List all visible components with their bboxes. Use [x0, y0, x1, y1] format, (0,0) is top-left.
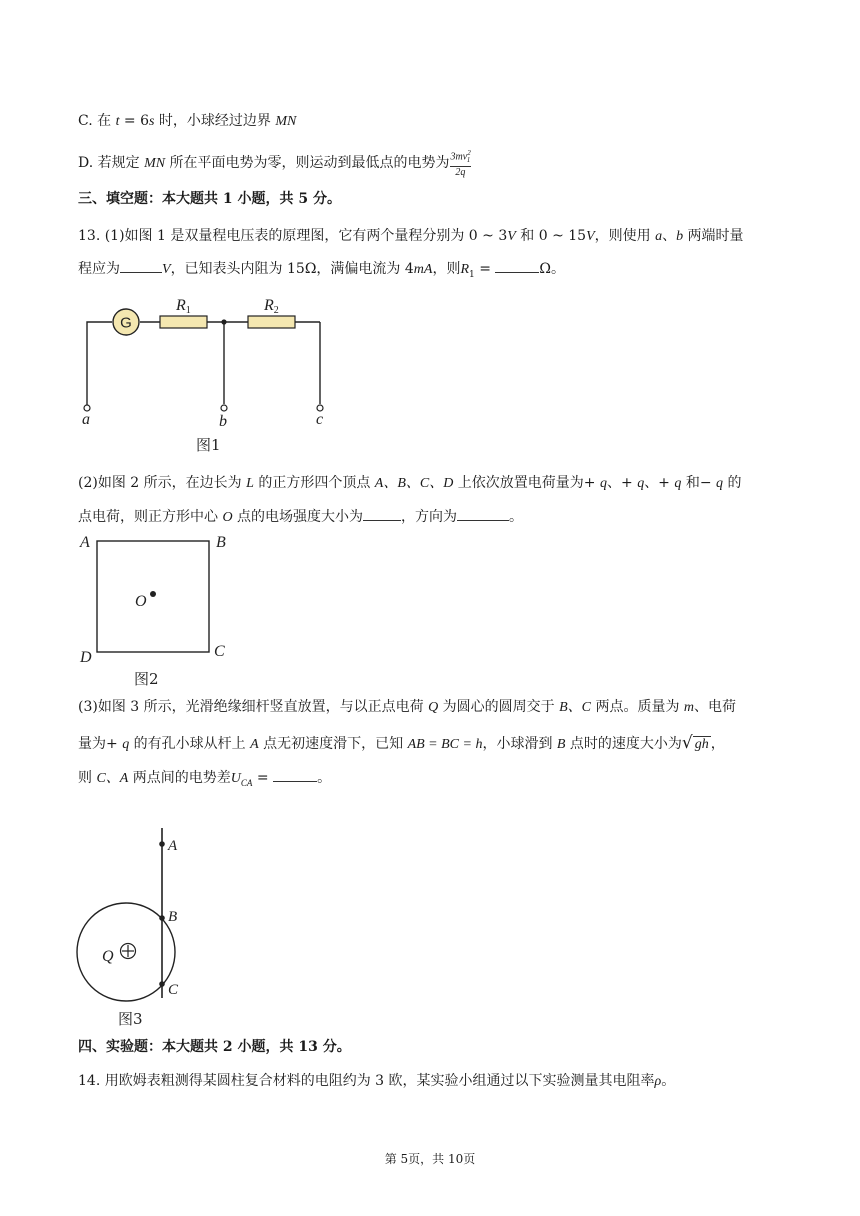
math: q	[637, 476, 645, 491]
label-o: O	[135, 593, 147, 610]
math: Q	[428, 700, 439, 715]
math: a	[655, 229, 663, 244]
math: O	[222, 510, 233, 525]
junction-dot	[221, 319, 226, 324]
text: D. 若规定	[78, 155, 145, 172]
math: A、B、C、D	[374, 476, 454, 491]
figure-1-caption: 图1	[196, 436, 221, 454]
sqrt-sign: √	[681, 733, 693, 753]
figure-2-caption: 图2	[134, 670, 159, 688]
math: L	[246, 476, 254, 491]
math: U	[230, 771, 241, 786]
math: MN	[275, 114, 297, 129]
text: 。	[661, 1073, 676, 1089]
text: ，	[710, 736, 725, 752]
q13-part1-line2	[78, 258, 565, 285]
text: (2)如图 2 所示，在边长为	[78, 475, 247, 491]
terminal-b	[221, 405, 227, 411]
figure-3-rod-circle	[76, 826, 216, 1032]
frac-sub: 1	[466, 156, 471, 165]
label-c: C	[214, 643, 225, 660]
text: 和−	[681, 475, 717, 491]
center-dot	[150, 591, 156, 597]
math: b	[676, 229, 684, 244]
text: 、+	[644, 475, 675, 491]
text: 点时的速度大小为	[565, 736, 682, 752]
text: 的	[723, 475, 742, 491]
q13-part2-line2	[78, 506, 523, 528]
label-d: D	[80, 649, 92, 666]
text: 和 0 ~ 15	[515, 228, 587, 244]
math: s	[149, 114, 155, 129]
text: 则	[78, 770, 97, 786]
math: q	[600, 476, 607, 491]
text: 点的电场强度大小为	[232, 509, 364, 525]
text: 为圆心的圆周交于	[438, 699, 560, 715]
text: 点无初速度滑下，已知	[258, 736, 408, 752]
point-c	[159, 981, 165, 987]
section-3-heading: 三、填空题：本大题共 1 小题，共 5 分。	[78, 191, 341, 207]
fraction	[450, 148, 472, 178]
frac-sup: 2	[467, 149, 471, 157]
math: AB = BC = h	[407, 737, 483, 752]
math: C、A	[96, 771, 129, 786]
label-a: A	[80, 534, 90, 551]
label-b: B	[216, 534, 226, 551]
text: ，小球滑到	[482, 736, 557, 752]
q13-part1-line1	[78, 226, 744, 247]
math: m	[683, 700, 695, 715]
text: 。	[317, 770, 332, 786]
text: 、电荷	[694, 699, 737, 715]
text: ，已知表头内阻为 15Ω，满偏电流为 4	[170, 261, 414, 277]
answer-blank[interactable]	[120, 258, 162, 273]
label-r2: R2	[264, 297, 279, 316]
text: 14. 用欧姆表粗测得某圆柱复合材料的电阻约为 3 欧，某实验小组通过以下实验测量其电阻率	[78, 1073, 655, 1089]
math: MN	[144, 156, 166, 172]
q13-part3-line3	[78, 767, 331, 793]
text: 两点。质量为	[591, 699, 684, 715]
label-g: G	[120, 314, 132, 332]
text: = 6	[119, 113, 150, 129]
math: V	[507, 229, 516, 244]
section-4-heading: 四、实验题：本大题共 2 小题，共 13 分。	[78, 1039, 351, 1055]
label-a: a	[82, 411, 90, 428]
figure-3-caption: 图3	[118, 1010, 143, 1028]
figure-1-circuit	[76, 292, 356, 456]
q14-text	[78, 1071, 675, 1092]
text: (3)如图 3 所示，光滑绝缘细杆竖直放置，与以正点电荷	[78, 699, 429, 715]
q13-part3-line2	[78, 733, 725, 755]
math-sub: 1	[469, 269, 475, 280]
text: 两点间的电势差	[128, 770, 231, 786]
text: 程应为	[78, 261, 120, 277]
label-c: c	[316, 411, 324, 428]
text: 量为+	[78, 736, 123, 752]
text: 的正方形四个顶点	[253, 475, 375, 491]
math: q	[674, 476, 682, 491]
page-footer: 第 5页，共 10页	[384, 1152, 476, 1166]
text: 、+	[607, 475, 638, 491]
math: B、C	[559, 700, 592, 715]
option-d	[78, 148, 471, 178]
answer-blank[interactable]	[495, 258, 539, 273]
answer-blank[interactable]	[273, 767, 317, 782]
text: 时，小球经过边界	[154, 113, 276, 129]
text: ，方向为	[401, 509, 458, 525]
math: V	[162, 262, 171, 277]
q13-part3-line1	[78, 697, 736, 718]
q13-part2-line1	[78, 473, 741, 494]
label-c: C	[168, 982, 179, 998]
point-a	[159, 841, 165, 847]
math: A	[250, 737, 259, 752]
math: t	[115, 114, 120, 129]
option-c	[78, 111, 296, 132]
math-sqrt: gh	[694, 737, 709, 752]
math: q	[716, 476, 724, 491]
text: 上依次放置电荷量为+	[453, 475, 600, 491]
math-sub: CA	[240, 777, 253, 788]
math: B	[556, 737, 566, 752]
text: Ω。	[539, 261, 566, 277]
text: 两端时量	[683, 228, 744, 244]
label-r1: R1	[176, 297, 191, 316]
point-b	[159, 915, 165, 921]
math: mA	[413, 262, 433, 277]
text: =	[474, 261, 496, 277]
label-b: B	[168, 909, 178, 925]
text: 的有孔小球从杆上	[129, 736, 251, 752]
label-q: Q	[102, 948, 114, 965]
answer-blank[interactable]	[457, 506, 509, 521]
text: 13. (1)如图 1 是双量程电压表的原理图，它有两个量程分别为 0 ~ 3	[78, 228, 508, 244]
frac-denominator: 2q	[455, 167, 466, 179]
math: R	[460, 262, 470, 277]
text: 、	[662, 228, 677, 244]
label-b: b	[219, 413, 227, 430]
text: C. 在	[78, 113, 116, 129]
frac-numerator: 3mv	[450, 151, 468, 163]
text: 。	[509, 509, 524, 525]
math: q	[122, 737, 130, 752]
label-a: A	[168, 838, 178, 854]
text: 点电荷，则正方形中心	[78, 509, 223, 525]
text: ，则	[432, 261, 461, 277]
figure-2-square	[76, 528, 246, 692]
resistor-r1	[160, 316, 207, 328]
text: =	[252, 770, 274, 786]
math: V	[586, 229, 595, 244]
text: 所在平面电势为零，则运动到最低点的电势为	[165, 155, 450, 172]
resistor-r2	[248, 316, 295, 328]
text: ，则使用	[594, 228, 656, 244]
math: ρ	[654, 1074, 662, 1089]
answer-blank[interactable]	[363, 506, 401, 521]
